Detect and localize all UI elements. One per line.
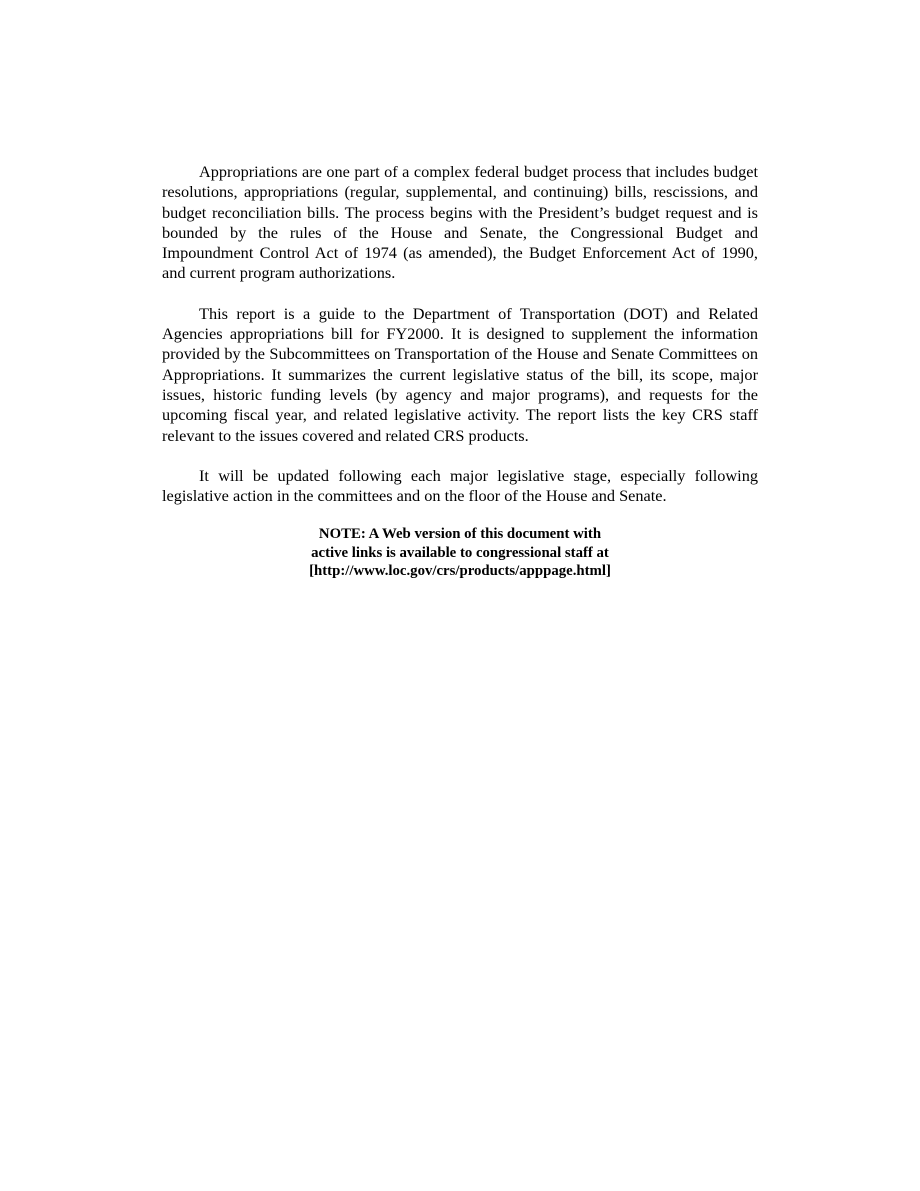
note-line-1: NOTE: A Web version of this document with: [318, 526, 602, 543]
note-url-line: [http://www.loc.gov/crs/products/apppage.html]: [309, 563, 611, 580]
paragraph-appropriations-process: Appropriations are one part of a complex federal budget process that includes budget resolutions, appropriations (regular, supplemental, and continuing) bills, rescissions, and budget reconciliation bills. The process begins with the President’s budget request and is bounded by the rules of the House and Senate, the Congressional Budget and Impoundment Control Act of 1974 (as amended), the Budget Enforcement Act of 1990, and current program authorizations.: [162, 162, 758, 283]
web-version-note: [162, 525, 758, 581]
note-line-2: active links is available to congressional staff at: [311, 544, 609, 561]
paragraph-update-notice: It will be updated following each major legislative stage, especially following legislative action in the committees and on the floor of the House and Senate.: [162, 465, 758, 506]
document-body: [162, 162, 758, 581]
paragraph-report-guide: This report is a guide to the Department of Transportation (DOT) and Related Agencies appropriations bill for FY2000. It is designed to supplement the information provided by the Subcommittees on Transportation of the House and Senate Committees on Appropriations. It summarizes the current legislative status of the bill, its scope, major issues, historic funding levels (by agency and major programs), and requests for the upcoming fiscal year, and related legislative activity. The report lists the key CRS staff relevant to the issues covered and related CRS products.: [162, 303, 758, 445]
